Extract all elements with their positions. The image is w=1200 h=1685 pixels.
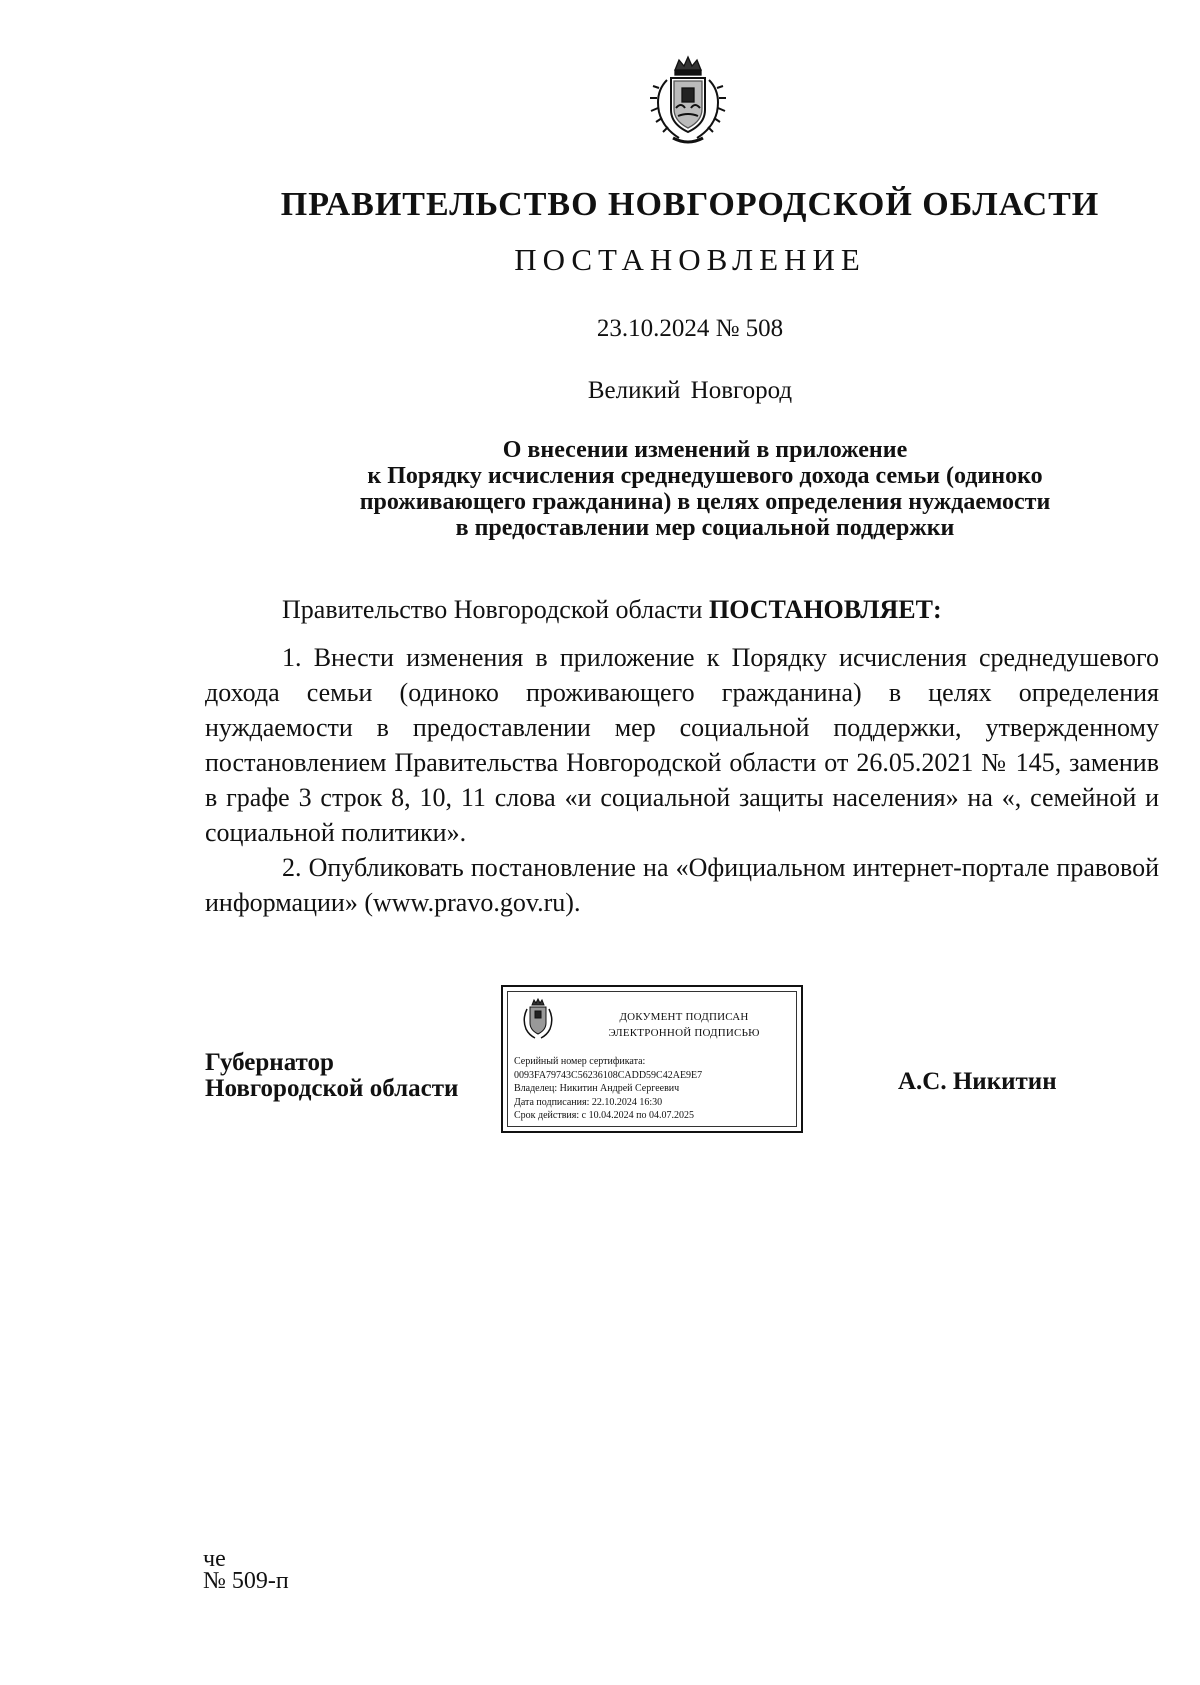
- stamp-cert-label: Серийный номер сертификата:: [514, 1056, 646, 1067]
- organization-heading: ПРАВИТЕЛЬСТВО НОВГОРОДСКОЙ ОБЛАСТИ: [280, 186, 1100, 223]
- intro-bold: ПОСТАНОВЛЯЕТ:: [708, 595, 942, 624]
- footer-line: № 509-п: [203, 1568, 289, 1594]
- footer-note: [203, 1548, 289, 1592]
- title-line: О внесении изменений в приложение: [502, 437, 908, 463]
- stamp-header-line: ЭЛЕКТРОННОЙ ПОДПИСЬЮ: [608, 1027, 760, 1039]
- document-title: [205, 437, 1200, 541]
- footer-line: че: [203, 1546, 226, 1572]
- position-line: Губернатор: [205, 1049, 334, 1076]
- coat-of-arms-emblem: [645, 52, 731, 148]
- body-paragraph: 1. Внести изменения в приложение к Порядку исчисления среднедушевого дохода семьи (одиноко проживающего гражданина) в целях определения нуждаемости в предоставлении мер социальной поддержки, утвержденному постановлением Правительства Новгородской области от 26.05.2021 № 145, заменив в графе 3 строк 8, 10, 11 слова «и социальной защиты населения» на «, семейной и социальной политики».: [205, 643, 1159, 847]
- stamp-signed-date: Дата подписания: 22.10.2024 16:30: [514, 1096, 663, 1108]
- stamp-details: [514, 1055, 702, 1123]
- document-date-number: 23.10.2024 № 508: [596, 315, 784, 342]
- resolution-intro: [282, 595, 942, 625]
- document-city: Великий Новгород: [587, 377, 793, 404]
- title-line: в предоставлении мер социальной поддержки: [455, 515, 955, 541]
- body-paragraph: 2. Опубликовать постановление на «Официальном интернет-портале правовой информации» (www.pravo.gov.ru).: [205, 853, 1159, 917]
- electronic-signature-stamp: [501, 985, 803, 1133]
- stamp-header: [584, 1009, 784, 1041]
- title-line: проживающего гражданина) в целях определения нуждаемости: [359, 489, 1051, 515]
- document-kind: ПОСТАНОВЛЕНИЕ: [514, 242, 866, 277]
- stamp-validity: Срок действия: с 10.04.2024 по 04.07.2025: [514, 1110, 694, 1121]
- stamp-inner-frame: [507, 991, 797, 1127]
- stamp-owner: Владелец: Никитин Андрей Сергеевич: [514, 1083, 680, 1094]
- title-line: к Порядку исчисления среднедушевого дохода семьи (одиноко: [367, 463, 1043, 489]
- document-body: [205, 640, 1159, 920]
- signer-name: А.С. Никитин: [898, 1068, 1057, 1095]
- signatory-position: [205, 1050, 458, 1102]
- position-line: Новгородской области: [205, 1075, 459, 1102]
- intro-text: Правительство Новгородской области: [282, 595, 709, 624]
- stamp-emblem-icon: [518, 997, 558, 1041]
- stamp-header-line: ДОКУМЕНТ ПОДПИСАН: [619, 1011, 749, 1023]
- stamp-cert-number: 0093FA79743C56236108CADD59C42AE9E7: [514, 1069, 703, 1081]
